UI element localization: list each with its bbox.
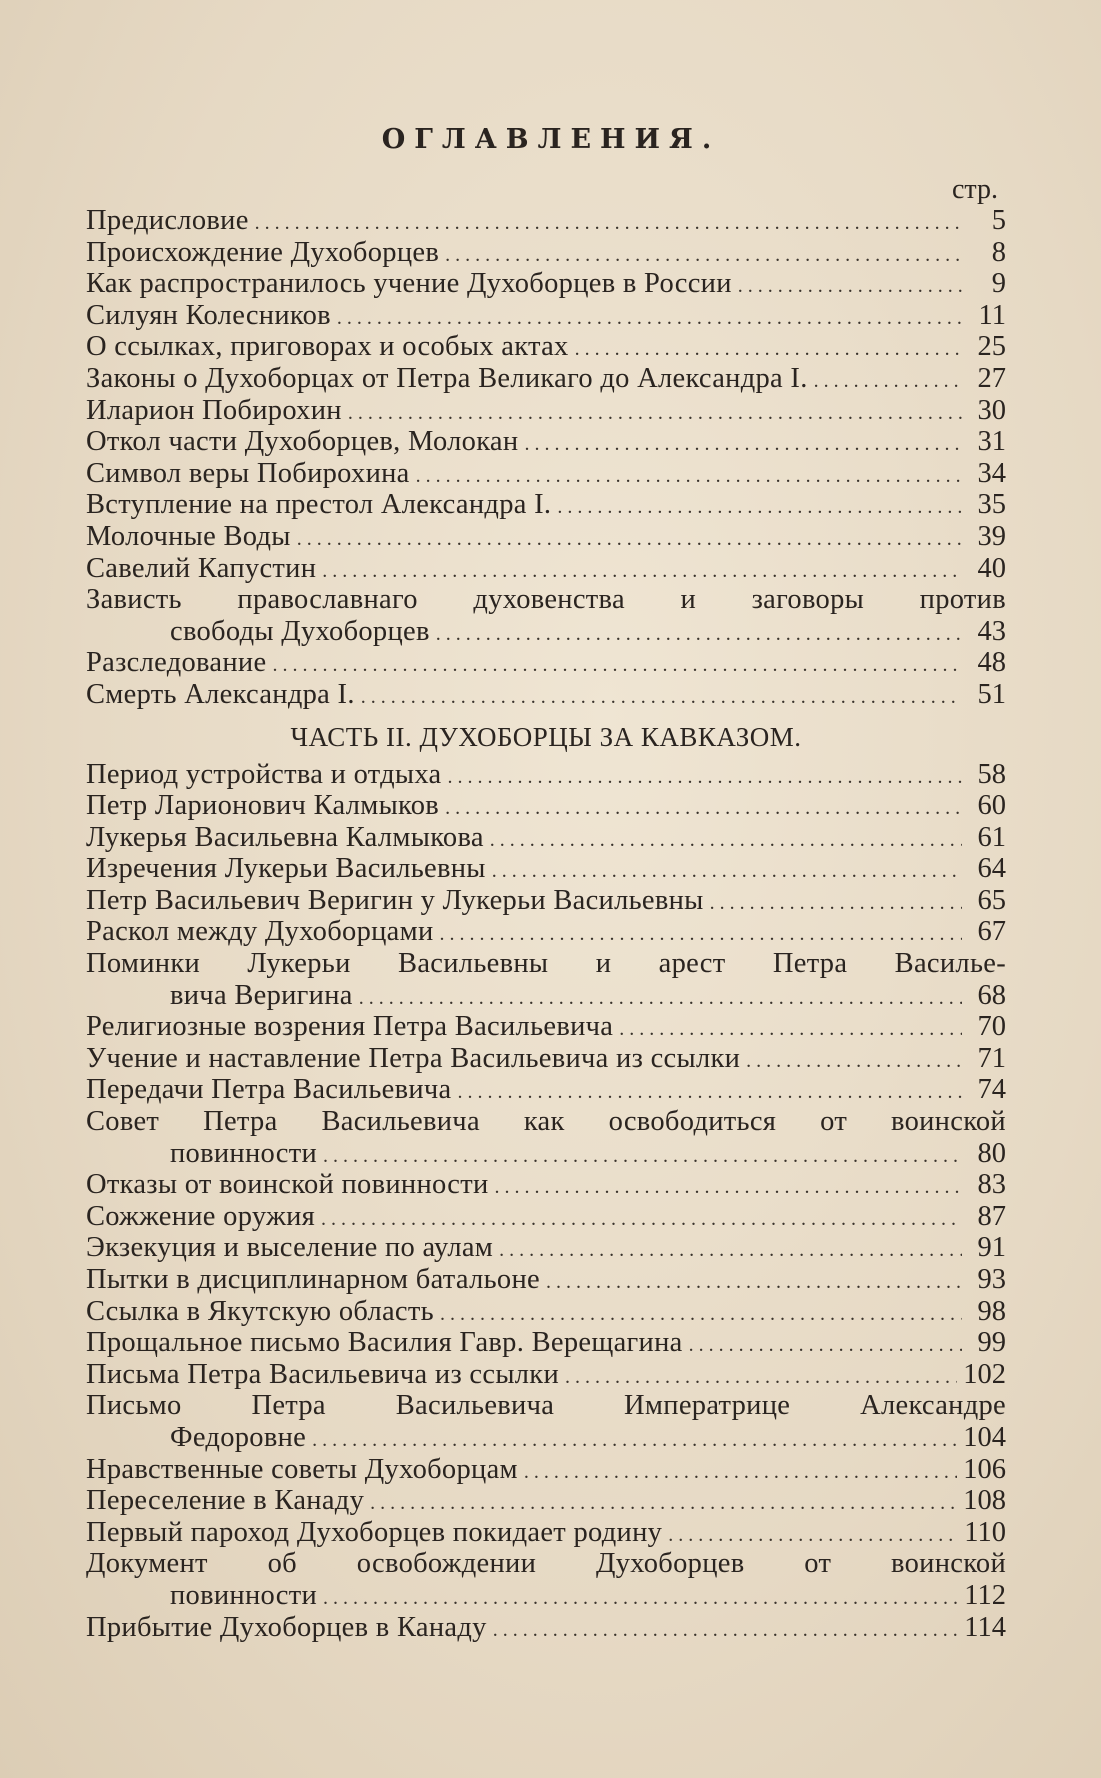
toc-entry-page: 43 (977, 615, 1006, 647)
toc-entry-page: 108 (963, 1485, 1006, 1517)
toc-entry-title: свободы Духоборцев (170, 615, 430, 647)
toc-entry-page: 40 (977, 552, 1006, 584)
toc-entry-page: 39 (977, 520, 1006, 552)
leader-dots (668, 1520, 958, 1552)
toc-entry[interactable] (86, 679, 1006, 711)
toc-entry[interactable] (86, 1264, 1006, 1296)
leader-dots (814, 366, 962, 398)
toc-entry-title: Религиозные возрения Петра Васильевича (86, 1011, 614, 1043)
toc-entry[interactable] (86, 1454, 1006, 1486)
toc-entry-title: Раскол между Духоборцами (86, 916, 434, 948)
toc-entry[interactable] (86, 268, 1006, 300)
toc-entry-title: Символ веры Побирохина (86, 457, 410, 489)
toc-entry-page: 27 (977, 362, 1006, 394)
toc-entry-title: Молочные Воды (86, 520, 291, 552)
leader-dots (495, 1172, 962, 1204)
toc-entry-title: Законы о Духоборцах от Петра Великаго до Александра I. (86, 362, 808, 394)
toc-entry[interactable] (86, 1390, 1006, 1422)
toc-entry-title: Петр Васильевич Веригин у Лукерьи Васильевны (86, 884, 704, 916)
toc-entry-page: 71 (977, 1042, 1006, 1074)
toc-entry-continuation[interactable] (86, 980, 1006, 1012)
toc-entry-title: Документ об освобождении Духоборцев от воинской (86, 1548, 1006, 1580)
toc-entry-title: Письма Петра Васильевича из ссылки (86, 1358, 560, 1390)
toc-entry-title: Зависть православнаго духовенства и заговоры против (86, 584, 1006, 616)
toc-entry-page: 34 (977, 457, 1006, 489)
leader-dots (524, 429, 962, 461)
toc-entry-page: 8 (991, 236, 1006, 268)
toc-entry-title: Экзекуция и выселение по аулам (86, 1232, 494, 1264)
toc-entry-page: 91 (977, 1232, 1006, 1264)
leader-dots (322, 556, 962, 588)
toc-entry-title: Письмо Петра Васильевича Императрице Александре (86, 1390, 1006, 1422)
leader-dots (337, 303, 962, 335)
toc-entry[interactable] (86, 647, 1006, 679)
toc-entry-title: Сожжение оружия (86, 1200, 316, 1232)
toc-entry-title: Иларион Побирохин (86, 394, 342, 426)
toc-entry-title: вича Веригина (170, 979, 353, 1011)
toc-entry-page: 80 (977, 1137, 1006, 1169)
toc-entry-page: 98 (977, 1295, 1006, 1327)
leader-dots (575, 334, 962, 366)
leader-dots (436, 619, 962, 651)
leader-dots (448, 762, 962, 794)
toc-entry-page: 99 (977, 1327, 1006, 1359)
toc-entry-page: 9 (991, 268, 1006, 300)
toc-entry[interactable] (86, 790, 1006, 822)
toc-entry-page: 51 (977, 678, 1006, 710)
toc-entry-title: Федоровне (170, 1421, 307, 1453)
toc-entry-page: 31 (977, 426, 1006, 458)
leader-dots (440, 1299, 962, 1331)
toc-entry[interactable] (86, 1232, 1006, 1264)
toc-entry-page: 65 (977, 884, 1006, 916)
toc-entry-title: Прибытие Духоборцев в Канаду (86, 1611, 487, 1643)
toc-entry-page: 70 (977, 1011, 1006, 1043)
pages-column-label: стр. (951, 174, 998, 205)
part2-heading: ЧАСТЬ II. ДУХОБОРЦЫ ЗА КАВКАЗОМ. (290, 721, 802, 752)
toc-entry-title: Учение и наставление Петра Васильевича из ссылки (86, 1042, 741, 1074)
toc-entry-title: Вступление на престол Александра I. (86, 489, 552, 521)
toc-entry-page: 30 (977, 394, 1006, 426)
leader-dots (546, 1267, 962, 1299)
toc-entry-page: 106 (963, 1453, 1006, 1485)
leader-dots (370, 1488, 957, 1520)
toc-entry[interactable] (86, 237, 1006, 269)
toc-entry-page: 67 (977, 916, 1006, 948)
leader-dots (297, 524, 962, 556)
leader-dots (493, 1615, 959, 1647)
leader-dots (440, 919, 962, 951)
toc-entry-page: 87 (977, 1200, 1006, 1232)
leader-dots (312, 1425, 957, 1457)
toc-entry-title: Силуян Колесников (86, 299, 331, 331)
toc-entry[interactable] (86, 584, 1006, 616)
toc-entry-title: Изречения Лукерьи Васильевны (86, 853, 486, 885)
toc-entry[interactable] (86, 853, 1006, 885)
toc-entry[interactable] (86, 1485, 1006, 1517)
toc-entry-continuation[interactable] (86, 616, 1006, 648)
toc-entry[interactable] (86, 822, 1006, 854)
leader-dots (348, 398, 962, 430)
toc-entry-title: Первый пароход Духоборцев покидает родину (86, 1516, 663, 1548)
toc-entry-page: 68 (977, 979, 1006, 1011)
leader-dots (557, 492, 962, 524)
toc-entry[interactable] (86, 1201, 1006, 1233)
toc-entry-title: Передачи Петра Васильевича (86, 1074, 452, 1106)
toc-entry[interactable] (86, 205, 1006, 237)
leader-dots (255, 208, 962, 240)
part1-list (86, 205, 1006, 711)
leader-dots (710, 888, 962, 920)
table-of-contents (86, 120, 1006, 1643)
toc-entry-title: Прощальное письмо Василия Гавр. Верещагина (86, 1327, 683, 1359)
toc-entry-page: 48 (977, 647, 1006, 679)
toc-entry-page: 5 (991, 205, 1006, 236)
toc-entry-title: Как распространилось учение Духоборцев в России (86, 268, 732, 300)
toc-entry[interactable] (86, 1359, 1006, 1391)
toc-entry[interactable] (86, 426, 1006, 458)
toc-entry[interactable] (86, 885, 1006, 917)
toc-entry[interactable] (86, 916, 1006, 948)
leader-dots (323, 1583, 958, 1615)
toc-entry-page: 35 (977, 489, 1006, 521)
toc-entry[interactable] (86, 1548, 1006, 1580)
leader-dots (321, 1204, 962, 1236)
page-title: ОГЛАВЛЕНИЯ. (381, 124, 721, 155)
toc-entry[interactable] (86, 521, 1006, 553)
toc-entry-page: 114 (964, 1611, 1006, 1643)
toc-entry-page: 58 (977, 758, 1006, 790)
toc-entry-page: 110 (964, 1516, 1006, 1548)
toc-entry-title: Предисловие (86, 205, 249, 236)
toc-entry-continuation[interactable] (86, 1422, 1006, 1454)
toc-entry[interactable] (86, 1043, 1006, 1075)
toc-entry-page: 112 (964, 1579, 1006, 1611)
toc-entry[interactable] (86, 1106, 1006, 1138)
leader-dots (565, 1362, 957, 1394)
leader-dots (738, 271, 962, 303)
toc-entry-page: 102 (963, 1358, 1006, 1390)
leader-dots (323, 1141, 962, 1173)
toc-entry-title: Разследование (86, 647, 267, 679)
toc-entry-title: Переселение в Канаду (86, 1485, 365, 1517)
toc-entry[interactable] (86, 553, 1006, 585)
toc-entry[interactable] (86, 363, 1006, 395)
leader-dots (359, 983, 962, 1015)
toc-entry-page: 25 (977, 331, 1006, 363)
toc-entry-title: Поминки Лукерьи Васильевны и арест Петра Василье- (86, 948, 1006, 980)
toc-entry-continuation[interactable] (86, 1580, 1006, 1612)
toc-entry-title: Период устройства и отдыха (86, 758, 442, 790)
toc-entry[interactable] (86, 395, 1006, 427)
leader-dots (272, 650, 962, 682)
toc-entry-title: Лукерья Васильевна Калмыкова (86, 821, 484, 853)
toc-entry-page: 64 (977, 853, 1006, 885)
leader-dots (619, 1014, 962, 1046)
toc-entry-title: повинности (170, 1579, 318, 1611)
toc-entry-title: Происхождение Духоборцев (86, 236, 440, 268)
toc-entry-title: Отказы от воинской повинности (86, 1169, 489, 1201)
toc-entry-title: Савелий Капустин (86, 552, 317, 584)
leader-dots (361, 682, 962, 714)
toc-entry[interactable] (86, 1011, 1006, 1043)
toc-entry-continuation[interactable] (86, 1138, 1006, 1170)
toc-entry[interactable] (86, 1612, 1006, 1644)
toc-entry[interactable] (86, 331, 1006, 363)
leader-dots (445, 240, 962, 272)
toc-entry[interactable] (86, 1074, 1006, 1106)
toc-entry[interactable] (86, 1169, 1006, 1201)
leader-dots (524, 1457, 957, 1489)
toc-entry-page: 74 (977, 1074, 1006, 1106)
toc-entry-page: 61 (977, 821, 1006, 853)
toc-entry-page: 11 (978, 299, 1006, 331)
leader-dots (490, 825, 962, 857)
leader-dots (746, 1046, 962, 1078)
leader-dots (416, 461, 962, 493)
toc-entry-title: Совет Петра Васильевича как освободиться от воинской (86, 1106, 1006, 1138)
toc-entry-title: повинности (170, 1137, 318, 1169)
toc-entry[interactable] (86, 1296, 1006, 1328)
toc-entry[interactable] (86, 489, 1006, 521)
toc-entry-title: Петр Ларионович Калмыков (86, 790, 440, 822)
toc-entry[interactable] (86, 300, 1006, 332)
toc-entry[interactable] (86, 1517, 1006, 1549)
leader-dots (445, 793, 962, 825)
toc-entry-page: 93 (977, 1264, 1006, 1295)
toc-entry-title: Ссылка в Якутскую область (86, 1295, 434, 1327)
leader-dots (492, 856, 962, 888)
leader-dots (499, 1235, 962, 1267)
toc-entry-title: Пытки в дисциплинарном батальоне (86, 1264, 540, 1295)
leader-dots (689, 1330, 962, 1362)
part2-list (86, 759, 1006, 1644)
toc-entry[interactable] (86, 458, 1006, 490)
toc-entry[interactable] (86, 759, 1006, 791)
toc-entry-page: 60 (977, 790, 1006, 822)
toc-entry-title: Нравственные советы Духоборцам (86, 1453, 518, 1485)
toc-entry[interactable] (86, 948, 1006, 980)
toc-entry-title: Смерть Александра I. (86, 678, 355, 710)
toc-entry-title: О ссылках, приговорах и особых актах (86, 331, 569, 363)
toc-entry[interactable] (86, 1327, 1006, 1359)
toc-entry-title: Откол части Духоборцев, Молокан (86, 426, 519, 458)
leader-dots (457, 1077, 962, 1109)
toc-entry-page: 83 (977, 1169, 1006, 1201)
toc-entry-page: 104 (963, 1421, 1006, 1453)
